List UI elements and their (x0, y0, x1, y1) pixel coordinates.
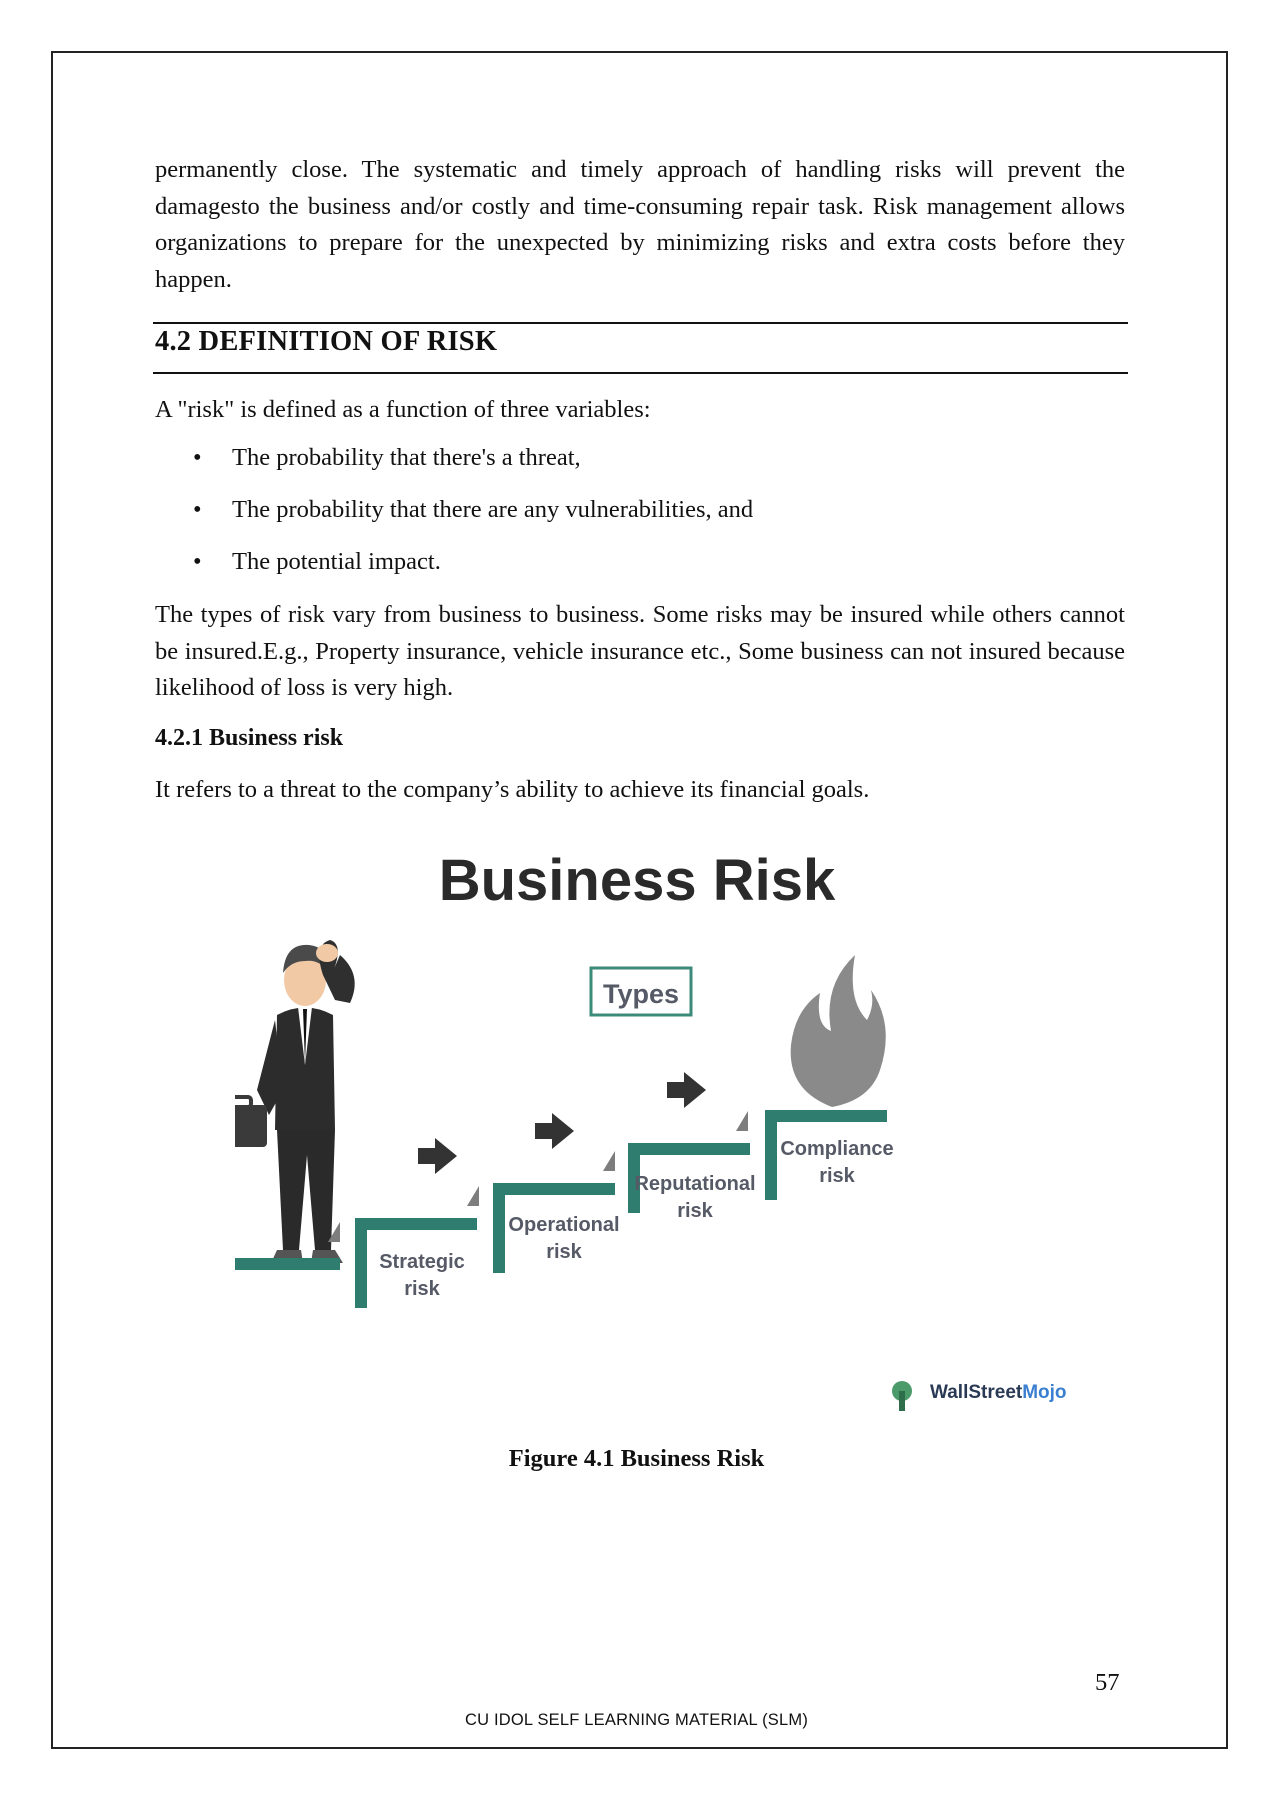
businessman-illustration (235, 940, 355, 1263)
bullet-item: The probability that there's a threat, (232, 444, 581, 471)
step-label: Operational (508, 1214, 620, 1236)
bullet-item: The potential impact. (232, 548, 441, 575)
wallstreetmojo-logo (892, 1381, 1067, 1411)
step-label: risk (677, 1200, 713, 1222)
step-label: Reputational (634, 1173, 756, 1195)
step-label: risk (819, 1165, 855, 1187)
business-risk-figure (235, 825, 1085, 1435)
step-label: Strategic (379, 1251, 465, 1273)
types-label: Types (602, 979, 680, 1009)
logo-prefix: WallStreet (930, 1382, 1023, 1403)
page-number: 57 (1095, 1669, 1120, 1696)
arrow-icons (418, 1072, 706, 1174)
types-paragraph: The types of risk vary from business to business. Some risks may be insured while others cannot be insured.E.g., Property insurance, vehicle insurance etc., Some business can not insured because likelihood of loss is very high. (155, 601, 1125, 701)
figure-title: Business Risk (438, 848, 836, 913)
step-label: Compliance (780, 1138, 894, 1160)
arrow-right-icon (535, 1113, 574, 1149)
bullet-marker: • (193, 444, 202, 471)
step-label: risk (546, 1241, 582, 1263)
logo-suffix: Mojo (1022, 1382, 1067, 1403)
bullet-marker: • (193, 496, 202, 523)
bullet-marker: • (193, 548, 202, 575)
heading-rule-bottom (153, 372, 1128, 374)
svg-text:WallStreetMojo (930, 1382, 1067, 1403)
section-heading: 4.2 DEFINITION OF RISK (155, 326, 498, 357)
subsection-text: It refers to a threat to the company’s ability to achieve its financial goals. (155, 776, 870, 803)
step-label: risk (404, 1278, 440, 1300)
footer-text: CU IDOL SELF LEARNING MATERIAL (SLM) (464, 1711, 809, 1729)
definition-lead: A "risk" is defined as a function of three variables: (155, 396, 651, 423)
intro-paragraph: permanently close. The systematic and timely approach of handling risks will prevent the damagesto the business and/or costly and time-consuming repair task. Risk management allows organizations to prepare for the unexpected by minimizing risks and extra costs before they happen. (155, 156, 1125, 293)
arrow-right-icon (418, 1138, 457, 1174)
subsection-heading: 4.2.1 Business risk (155, 725, 344, 751)
heading-rule-top (153, 322, 1128, 324)
flame-icon (791, 955, 886, 1107)
bullet-item: The probability that there are any vulnerabilities, and (232, 496, 754, 523)
figure-caption: Figure 4.1 Business Risk (508, 1445, 765, 1472)
arrow-right-icon (667, 1072, 706, 1108)
